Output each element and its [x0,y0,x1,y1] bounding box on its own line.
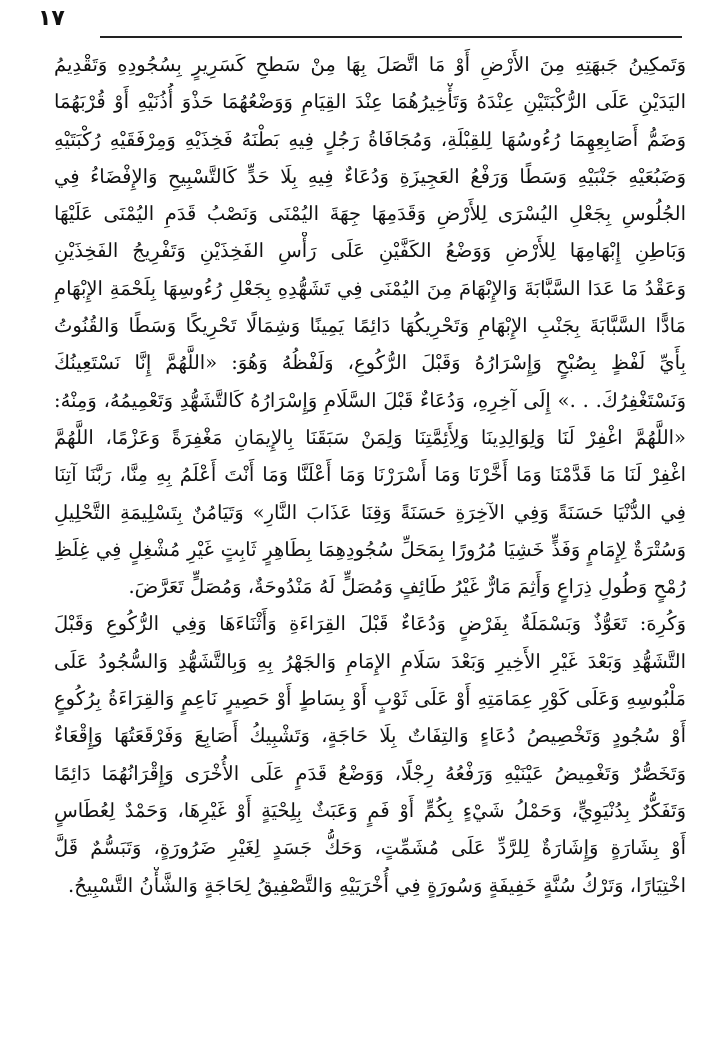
text-line: مَادًّا السَّبَّابَةَ بِجَنْبِ الإِبْهَامِ وَتَحْرِيكُهَا دَائِمًا يَمِينًا وَشِمَالًا تَحْرِيكًا وَسَطًا وَالقُنُوتُ [54,314,686,338]
text-line: وَنَسْتَغْفِرُكَ. . .» إِلَى آخِرِهِ، وَدُعَاءٌ قَبْلَ السَّلَامِ وَإِسْرَارُهُ كَالتَّشَهُّدِ وَتَعْمِيمُهُ، وَمِنْهُ: [54,388,686,412]
text-line: وَضَبُعَيْهِ جَنْبَيْهِ وَسَطًا وَرَفْعُ العَجِيزَةِ وَدُعَاءٌ فِيهِ بِلَا حَدٍّ كَالتَّسْبِيحِ وَالإِفْضَاءُ فِي [54,164,686,188]
text-line: بِأَيِّ لَفْظٍ بِصُبْحٍ وَإِسْرَارُهُ وَقَبْلَ الرُّكُوعِ، وَلَفْظُهُ وَهُوَ: «اللَّهُمَّ إِنَّا نَسْتَعِينُكَ [54,351,686,375]
text-line: وَكُرِهَ: تَعَوُّذٌ وَبَسْمَلَةٌ بِفَرْضٍ وَدُعَاءٌ قَبْلَ القِرَاءَةِ وَأَثْنَاءَهَا وَفِي الرُّكُوعِ وَقَبْلَ [54,612,686,636]
text-line: الجُلُوسِ بِجَعْلِ اليُسْرَى لِلأَرْضِ وَقَدَمِهَا جِهَةَ اليُمْنَى وَنَصْبُ قَدَمِ اليُمْنَى عَلَيْهَا [54,202,686,226]
text-line: وَسُتْرَةٌ لِإِمَامٍ وَفَذٍّ خَشِيَا مُرُورًا بِمَحَلِّ سُجُودِهِمَا بِطَاهِرٍ ثَابِتٍ غَيْرِ مُشْغِلٍ فِي غِلَظِ [54,537,686,561]
page-number: ١٧ [38,6,65,31]
text-line: «اللَّهُمَّ اغْفِرْ لَنَا وَلِوَالِدِينَا وَلِأَئِمَّتِنَا وَلِمَنْ سَبَقَنَا بِالإِيمَانِ مَغْفِرَةً وَعَزْمًا، اللَّهُمَّ [54,425,686,449]
header-rule [100,36,682,38]
text-line: وَبَاطِنِ إِبْهَامِهَا لِلأَرْضِ وَوَضْعُ الكَفَّيْنِ عَلَى رَأْسِ الفَخِذَيْنِ وَتَفْرِيجُ الفَخِذَيْنِ [54,239,686,263]
text-line: اخْتِيَارًا، وَتَرْكُ سُنَّةٍ خَفِيفَةٍ وَسُورَةٍ فِي أُخْرَيَيْهِ وَالتَّصْفِيقُ لِحَاجَةٍ وَالشَّأْنُ التَّسْبِيحُ. [68,873,686,897]
text-line: وَتَفَكُّرٌ بِدُنْيَوِيٍّ، وَحَمْلُ شَيْءٍ بِكُمٍّ أَوْ فَمٍ وَعَبَثٌ بِلِحْيَةٍ أَوْ غَيْرِهَا، وَحَمْدٌ لِعُطَاسٍ [54,798,686,822]
text-line: رُمْحٍ وَطُولِ ذِرَاعٍ وَأَثِمَ مَارٌّ غَيْرُ طَائِفٍ وَمُصَلٍّ لَهُ مَنْدُوحَةٌ، وَمُصَلٍّ تَعَرَّضَ. [128,575,686,599]
text-line: وَتَمكِينُ جَبهَتِهِ مِنَ الأَرْضِ أَوْ مَا اتَّصَلَ بِهَا مِنْ سَطحِ كَسَرِيرٍ بِسُجُودِهِ وَتَقْدِيمُ [54,53,686,76]
text-line: اليَدَيْنِ عَلَى الرُّكْبَتَيْنِ عِنْدَهُ وَتَأْخِيرُهُمَا عِنْدَ القِيَامِ وَوَضْعُهُمَا حَذْوَ أُذُنَيْهِ أَوْ قُرْبَهُمَا [54,90,686,114]
text-line: التَّشَهُّدِ وَبَعْدَ غَيْرِ الأَخِيرِ وَبَعْدَ سَلَامِ الإِمَامِ وَالجَهْرُ بِهِ وَبِالتَّشَهُّدِ وَالسُّجُودُ عَلَى [54,649,686,673]
text-line: اغْفِرْ لَنَا مَا قَدَّمْنَا وَمَا أَخَّرْنَا وَمَا أَسْرَرْنَا وَمَا أَعْلَنَّا وَمَا أَنْتَ أَعْلَمُ بِهِ مِنَّا، رَبَّنَا آتِنَا [54,463,686,487]
text-line: وَضَمُّ أَصَابِعِهِمَا رُءُوسُهَا لِلقِبْلَةِ، وَمُجَافَاةُ رَجُلٍ فِيهِ بَطْنَهُ فَخِذَيْهِ وَمِرْفَقَيْهِ رُكْبَتَيْهِ [54,127,686,151]
text-line: وَتَخَصُّرٌ وَتَغْمِيضُ عَيْنَيْهِ وَرَفْعُهُ رِجْلًا، وَوَضْعُ قَدَمٍ عَلَى الأُخْرَى وَإِقْرَانُهُمَا دَائِمًا [54,761,686,785]
text-line: فِي الدُّنْيَا حَسَنَةً وَفِي الآخِرَةِ حَسَنَةً وَقِنَا عَذَابَ النَّارِ» وَتَيَامُنٌ بِتَسْلِيمَةِ التَّحْلِيلِ [54,500,686,524]
text-line: أَوْ سُجُودٍ وَتَخْصِيصُ دُعَاءٍ وَالتِفَاتٌ بِلَا حَاجَةٍ، وَتَشْبِيكُ أَصَابِعَ وَفَرْقَعَتُهَا وَإِقْعَاءٌ [54,724,686,748]
body-text [54,46,686,904]
text-line: أَوْ بِشَارَةٍ وَإِشَارَةٌ لِلرَّدِّ عَلَى مُشَمِّتٍ، وَحَكُّ جَسَدٍ لِغَيْرِ ضَرُورَةٍ، وَتَبَسُّمٌ قَلَّ [54,836,686,860]
text-line: مَلْبُوسِهِ وَعَلَى كَوْرِ عِمَامَتِهِ أَوْ عَلَى ثَوْبٍ أَوْ بِسَاطٍ أَوْ حَصِيرٍ نَاعِمٍ وَالقِرَاءَةُ بِرُكُوعٍ [54,687,686,711]
text-line: وَعَقْدُ مَا عَدَا السَّبَّابَةَ وَالإِبْهَامَ مِنَ اليُمْنَى فِي تَشَهُّدِهِ بِجَعْلِ رُءُوسِهَا بِلَحْمَةِ الإِبْهَامِ [54,276,686,300]
